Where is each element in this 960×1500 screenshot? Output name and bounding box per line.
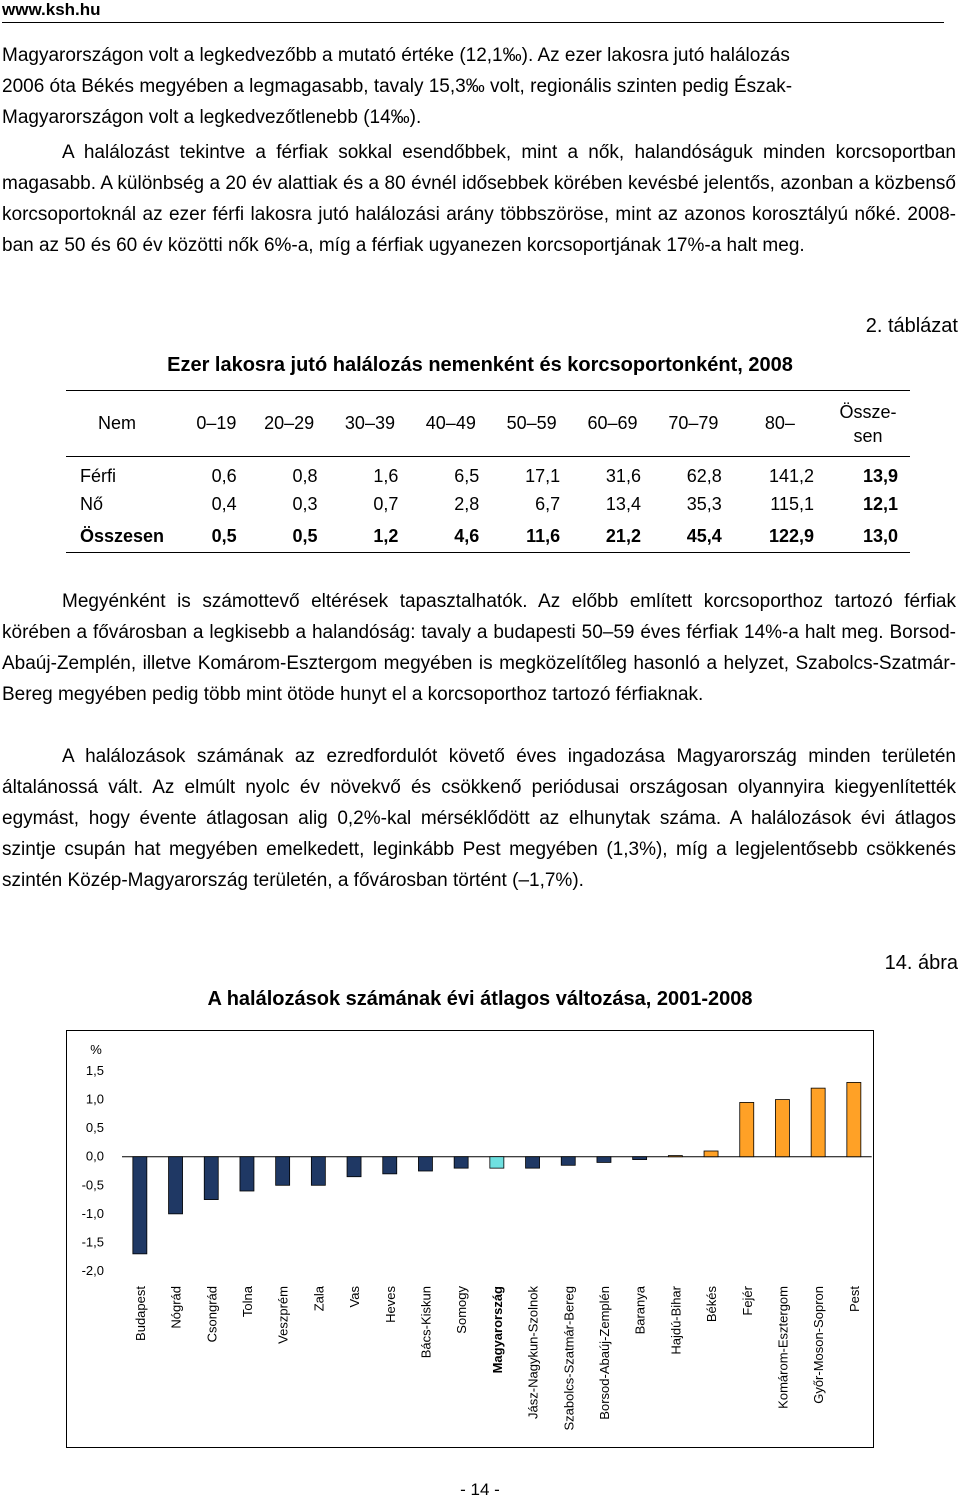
y-tick-label: 1,5 [85, 1063, 104, 1078]
table-cell: 0,8 [292, 466, 318, 487]
category-label: Nógrád [168, 1286, 184, 1329]
table-cell: 0,5 [211, 525, 237, 546]
y-tick-label: 1,0 [85, 1091, 104, 1107]
table-title: Ezer lakosra jutó halálozás nemenként és korcsoportonként, 2008 [167, 354, 793, 376]
table-label: 2. táblázat [865, 315, 958, 337]
y-tick-label: -0,5 [81, 1177, 104, 1193]
mortality-table [66, 390, 910, 553]
bar-chart [66, 1030, 874, 1448]
bar [347, 1157, 361, 1177]
category-label: Heves [382, 1286, 398, 1323]
y-tick-label: -2,0 [81, 1263, 104, 1278]
row-label: Összesen [80, 525, 165, 546]
bar [740, 1102, 754, 1156]
paragraph-2: A halálozást tekintve a férfiak sokkal esendőbbek, mint a nők, halandóságuk minden korcsoportban magasabb. A különbség a 20 év alattiak és a 80 évnél idősebbek körében kevésbé jelentős, azonban a közbenső korcsoportoknál az ezer férfi lakosra jutó halálozási arány többszöröse, mint az azonos korosztályú nőké. 2008-ban az 50 és 60 év közötti nők 6%-a, míg a férfiak ugyanezen korcsoportjának 17%-a halt meg. [2, 142, 956, 256]
paragraph-4: A halálozások számának az ezredfordulót követő éves ingadozása Magyarország minden területén általánossá vált. Az elmúlt nyolc év növekvő és csökkenő periódusai országosan olyannyira kiegyenlítették egymást, hogy évente átlagosan alig 0,2%-kal mérséklődött az elhunytak száma. A halálozások évi átlagos szintje csupán hat megyében emelkedett, leginkább Pest megyében (1,3%), míg a legjelentősebb csökkenés szintén Közép-Magyarország területén, a fővárosban történt (–1,7%). [2, 746, 956, 891]
bar [526, 1157, 540, 1168]
table-cell: 21,2 [605, 525, 641, 546]
table-row-total [66, 521, 910, 553]
table-cell: 45,4 [686, 525, 722, 546]
table-header-row [66, 391, 910, 457]
category-label: Budapest [132, 1286, 148, 1341]
bar [704, 1151, 718, 1157]
paragraph-1-line-3: Magyarországon volt a legkedvezőtlenebb (14‰). [2, 107, 422, 128]
header-age: 30–39 [344, 413, 395, 433]
y-tick-label: -1,5 [81, 1234, 104, 1250]
table-cell: 122,9 [768, 525, 814, 546]
bar [169, 1157, 183, 1214]
site-url[interactable]: www.ksh.hu [2, 0, 101, 19]
chart-frame [67, 1031, 874, 1448]
bar [775, 1100, 789, 1157]
table-cell: 141,2 [768, 466, 814, 487]
header-total-line-1: Össze- [839, 401, 897, 422]
table-cell-total: 12,1 [862, 494, 898, 514]
bar [490, 1157, 504, 1168]
header-age: 60–69 [587, 413, 638, 433]
category-label: Csongrád [204, 1286, 220, 1343]
bar [383, 1157, 397, 1174]
row-label: Férfi [80, 466, 116, 487]
y-axis-label: % [90, 1042, 102, 1057]
bar [561, 1157, 575, 1166]
table-cell: 0,6 [211, 466, 237, 487]
header-age: 50–59 [506, 413, 557, 433]
header-age: 80– [764, 413, 795, 433]
figure-title: A halálozások számának évi átlagos változása, 2001-2008 [207, 988, 753, 1010]
bar [847, 1082, 861, 1156]
table-cell: 11,6 [526, 525, 561, 546]
header-rule [2, 22, 944, 23]
table-cell: 62,8 [686, 466, 722, 487]
category-label: Békés [704, 1286, 720, 1323]
bar [311, 1157, 325, 1186]
category-label: Magyarország [489, 1286, 505, 1374]
table-cell: 6,7 [535, 494, 561, 514]
bar [668, 1156, 682, 1157]
table-cell: 31,6 [605, 466, 641, 487]
table-cell: 2,8 [454, 494, 480, 514]
category-label: Somogy [454, 1286, 470, 1334]
row-label: Nő [80, 494, 104, 514]
table-cell-total: 13,0 [862, 525, 898, 546]
table-cell: 1,6 [373, 466, 399, 487]
bar [454, 1157, 468, 1168]
table-cell: 0,3 [292, 494, 318, 514]
y-tick-label: 0,5 [85, 1120, 104, 1136]
category-label: Jász-Nagykun-Szolnok [525, 1286, 541, 1419]
paragraph-3: Megyénként is számottevő eltérések tapasztalhatók. Az előbb említett korcsoporthoz tartozó férfiak körében a fővárosban a legkisebb a halandóság: tavaly a budapesti 50–59 éves férfiak 14%-a halt meg. Borsod-Abaúj-Zemplén, illetve Komárom-Esztergom megyében is megközelítőleg hasonló a helyzet, Szabolcs-Szatmár-Bereg megyében pedig több mint ötöde hunyt el a korcsoporthoz tartozó férfiaknak. [2, 591, 956, 705]
table-cell: 115,1 [770, 494, 814, 514]
table-row [66, 457, 910, 489]
chart-container [66, 1030, 874, 1448]
table-cell: 17,1 [525, 466, 561, 487]
category-label: Fejér [739, 1286, 755, 1316]
bar [418, 1157, 432, 1171]
bar [276, 1157, 290, 1186]
table-cell: 0,4 [211, 494, 237, 514]
paragraph-1 [2, 40, 956, 133]
category-label: Veszprém [275, 1286, 291, 1344]
bar [204, 1157, 218, 1200]
table-row [66, 489, 910, 521]
category-label: Borsod-Abaúj-Zemplén [596, 1286, 612, 1420]
y-tick-label: 0,0 [85, 1148, 104, 1164]
paragraph-1-line-2: 2006 óta Békés megyében a legmagasabb, tavaly 15,3‰ volt, regionális szinten pedig Észak- [2, 76, 793, 97]
y-tick-label: -1,0 [81, 1205, 104, 1221]
bar [597, 1157, 611, 1163]
header-age: 70–79 [668, 413, 719, 433]
category-label: Győr-Moson-Sopron [811, 1286, 827, 1404]
category-label: Vas [347, 1286, 363, 1308]
table-cell: 4,6 [454, 525, 480, 546]
paragraph-1-line-1: Magyarországon volt a legkedvezőbb a mutató értéke (12,1‰). Az ezer lakosra jutó halálozás [2, 45, 790, 66]
header-total [826, 391, 910, 457]
header-nem: Nem [98, 413, 137, 433]
table-cell: 0,7 [373, 494, 399, 514]
table-cell: 6,5 [454, 466, 480, 487]
category-label: Baranya [632, 1286, 648, 1335]
category-label: Szabolcs-Szatmár-Bereg [561, 1286, 577, 1431]
page-number: - 14 - [460, 1480, 500, 1499]
table-cell: 13,4 [605, 494, 641, 514]
category-label: Tolna [239, 1286, 255, 1318]
table-cell-total: 13,9 [862, 466, 898, 487]
table-cell: 1,2 [373, 525, 399, 546]
bar [240, 1157, 254, 1191]
table-cell: 35,3 [686, 494, 722, 514]
bar [811, 1088, 825, 1157]
header-age: 20–29 [264, 413, 315, 433]
category-label: Hajdú-Bihar [668, 1286, 684, 1355]
header-total-line-2: sen [853, 425, 883, 446]
bar [633, 1157, 647, 1160]
header-age: 0–19 [196, 413, 237, 433]
category-label: Pest [846, 1286, 862, 1313]
category-label: Bács-Kiskun [418, 1286, 434, 1359]
category-label: Zala [311, 1286, 327, 1312]
table-cell: 0,5 [292, 525, 318, 546]
bar [133, 1157, 147, 1254]
figure-label: 14. ábra [884, 952, 958, 974]
header-age: 40–49 [425, 413, 476, 433]
category-label: Komárom-Esztergom [775, 1286, 791, 1409]
